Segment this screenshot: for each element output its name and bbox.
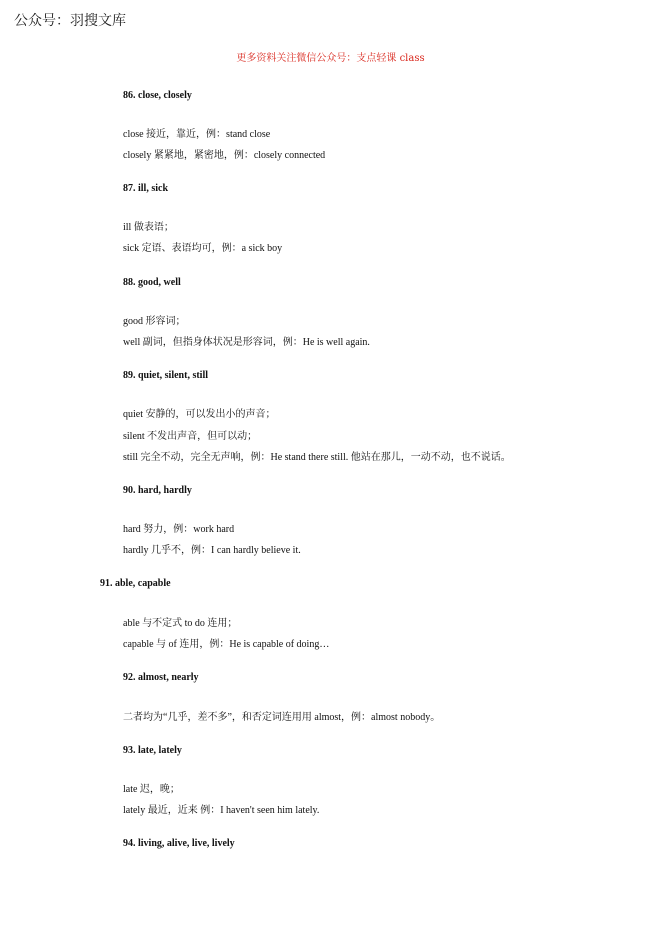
section-heading: 92. almost, nearly — [123, 672, 199, 683]
body-line: sick 定语、表语均可，例：a sick boy — [123, 243, 283, 254]
body-line: closely 紧紧地，紧密地，例：closely connected — [123, 150, 326, 161]
body-line: good 形容词； — [123, 316, 186, 327]
body-line: quiet 安静的，可以发出小的声音； — [123, 409, 276, 420]
watermark: 公众号：羽搜文库 — [14, 13, 126, 29]
body-line: hardly 几乎不，例：I can hardly believe it. — [123, 545, 301, 556]
body-line: 二者均为“几乎，差不多”，和否定词连用用 almost，例：almost nobody。 — [123, 712, 441, 723]
body-line: lately 最近，近来 例：I haven't seen him lately. — [123, 805, 320, 816]
body-line: still 完全不动，完全无声响，例：He stand there still. 他站在那儿，一动不动，也不说话。 — [123, 452, 511, 463]
body-line: capable 与 of 连用，例：He is capable of doing… — [123, 639, 330, 650]
section-heading: 88. good, well — [123, 277, 181, 288]
section-heading: 86. close, closely — [123, 90, 192, 101]
section-heading: 91. able, capable — [100, 578, 171, 589]
body-line: late 迟，晚； — [123, 784, 180, 795]
body-line: ill 做表语； — [123, 222, 174, 233]
section-heading: 89. quiet, silent, still — [123, 370, 209, 381]
section-heading: 87. ill, sick — [123, 183, 169, 194]
promo-banner: 更多资料关注微信公众号：支点轻课 class — [236, 53, 425, 64]
body-line: close 接近，靠近，例：stand close — [123, 129, 271, 140]
body-line: able 与不定式 to do 连用； — [123, 618, 238, 629]
body-line: well 副词，但指身体状况是形容词，例：He is well again. — [123, 337, 370, 348]
section-heading: 90. hard, hardly — [123, 485, 192, 496]
section-heading: 93. late, lately — [123, 745, 182, 756]
section-heading: 94. living, alive, live, lively — [123, 838, 235, 849]
body-line: hard 努力，例：work hard — [123, 524, 235, 535]
body-line: silent 不发出声音，但可以动； — [123, 431, 258, 442]
